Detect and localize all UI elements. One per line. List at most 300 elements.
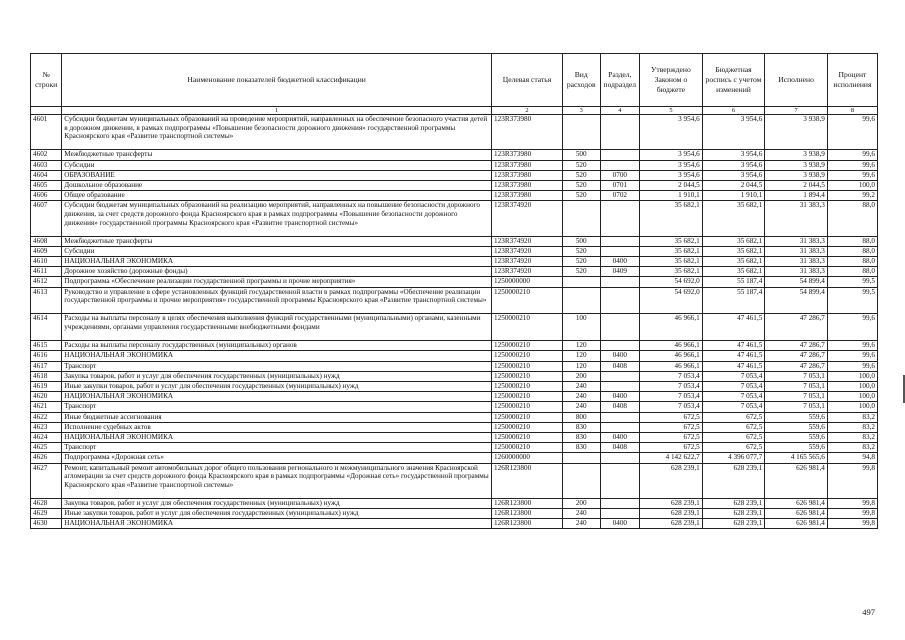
row-approved: 672,5 bbox=[640, 432, 703, 442]
row-section bbox=[600, 201, 640, 236]
row-budget-schedule: 4 396 077,7 bbox=[702, 453, 765, 463]
row-number: 4607 bbox=[31, 201, 62, 236]
row-section bbox=[600, 277, 640, 287]
row-name: НАЦИОНАЛЬНАЯ ЭКОНОМИКА bbox=[62, 519, 492, 529]
column-number: 4 bbox=[600, 107, 640, 115]
header-section: Раздел, подраздел bbox=[600, 54, 640, 107]
table-row bbox=[31, 351, 878, 361]
row-approved: 672,5 bbox=[640, 412, 703, 422]
row-section bbox=[600, 150, 640, 160]
row-number: 4608 bbox=[31, 236, 62, 246]
row-expense-type: 240 bbox=[562, 392, 600, 402]
row-approved: 46 966,1 bbox=[640, 351, 703, 361]
row-executed: 3 938,9 bbox=[765, 115, 828, 150]
row-name: Дорожное хозяйство (дорожные фонды) bbox=[62, 267, 492, 277]
row-approved: 3 954,6 bbox=[640, 150, 703, 160]
column-number: 7 bbox=[765, 107, 828, 115]
row-section bbox=[600, 246, 640, 256]
row-budget-schedule: 3 954,6 bbox=[702, 170, 765, 180]
table-row bbox=[31, 382, 878, 392]
row-approved: 46 966,1 bbox=[640, 361, 703, 371]
row-name: Закупка товаров, работ и услуг для обеспечения государственных (муниципальных) нужд bbox=[62, 371, 492, 381]
row-section: 0400 bbox=[600, 351, 640, 361]
row-target-article: 123R373980 bbox=[492, 160, 563, 170]
table-row bbox=[31, 463, 878, 498]
table-row bbox=[31, 257, 878, 267]
row-executed: 31 383,3 bbox=[765, 246, 828, 256]
row-section: 0408 bbox=[600, 361, 640, 371]
row-section bbox=[600, 422, 640, 432]
row-executed: 3 938,9 bbox=[765, 160, 828, 170]
row-expense-type: 830 bbox=[562, 443, 600, 453]
row-percent: 99,8 bbox=[827, 509, 877, 519]
row-number: 4622 bbox=[31, 412, 62, 422]
row-target-article: 123R374920 bbox=[492, 201, 563, 236]
row-executed: 2 044,5 bbox=[765, 180, 828, 190]
table-row bbox=[31, 509, 878, 519]
row-executed: 1 894,4 bbox=[765, 191, 828, 201]
row-percent: 99,6 bbox=[827, 115, 877, 150]
row-target-article: 1250000210 bbox=[492, 351, 563, 361]
row-section bbox=[600, 314, 640, 341]
row-target-article: 123R373980 bbox=[492, 180, 563, 190]
row-executed: 7 053,1 bbox=[765, 371, 828, 381]
row-budget-schedule: 35 682,1 bbox=[702, 236, 765, 246]
row-budget-schedule: 672,5 bbox=[702, 443, 765, 453]
row-budget-schedule: 672,5 bbox=[702, 422, 765, 432]
row-budget-schedule: 628 239,1 bbox=[702, 463, 765, 498]
row-percent: 99,8 bbox=[827, 519, 877, 529]
row-expense-type: 830 bbox=[562, 432, 600, 442]
table-row bbox=[31, 277, 878, 287]
row-budget-schedule: 35 682,1 bbox=[702, 201, 765, 236]
row-executed: 47 286,7 bbox=[765, 314, 828, 341]
row-executed: 626 981,4 bbox=[765, 498, 828, 508]
row-target-article: 123R373980 bbox=[492, 150, 563, 160]
row-number: 4601 bbox=[31, 115, 62, 150]
row-target-article: 123R374920 bbox=[492, 267, 563, 277]
row-approved: 54 692,0 bbox=[640, 287, 703, 314]
row-name: Межбюджетные трансферты bbox=[62, 150, 492, 160]
row-budget-schedule: 672,5 bbox=[702, 412, 765, 422]
table-row bbox=[31, 160, 878, 170]
row-section bbox=[600, 371, 640, 381]
column-number: 3 bbox=[562, 107, 600, 115]
row-target-article: 123R374920 bbox=[492, 246, 563, 256]
row-name: Руководство и управление в сфере установленных функций государственной власти в рамках подпрограммы «Обеспечение реализации государственной программы и прочие мероприятия» государственной программы Красноярского края «Развитие транспортной системы» bbox=[62, 287, 492, 314]
row-section bbox=[600, 463, 640, 498]
row-budget-schedule: 7 053,4 bbox=[702, 371, 765, 381]
row-budget-schedule: 47 461,5 bbox=[702, 361, 765, 371]
row-target-article: 1250000210 bbox=[492, 422, 563, 432]
row-target-article: 123R373980 bbox=[492, 170, 563, 180]
row-name: Субсидии бюджетам муниципальных образований на реализацию мероприятий, направленных на повышение безопасности дорожного движения, за счет средств дорожного фонда Красноярского края в рамках подпрограммы «Повышение безопасности дорожного движения» государственной программы Красноярского края «Развитие транспортной системы» bbox=[62, 201, 492, 236]
row-expense-type: 200 bbox=[562, 498, 600, 508]
row-name: Иные бюджетные ассигнования bbox=[62, 412, 492, 422]
row-target-article: 1250000210 bbox=[492, 412, 563, 422]
row-number: 4604 bbox=[31, 170, 62, 180]
row-percent: 99,8 bbox=[827, 463, 877, 498]
row-name: Закупка товаров, работ и услуг для обеспечения государственных (муниципальных) нужд bbox=[62, 498, 492, 508]
table-row bbox=[31, 402, 878, 412]
row-name: НАЦИОНАЛЬНАЯ ЭКОНОМИКА bbox=[62, 432, 492, 442]
row-number: 4602 bbox=[31, 150, 62, 160]
row-number: 4618 bbox=[31, 371, 62, 381]
row-approved: 628 239,1 bbox=[640, 463, 703, 498]
row-executed: 7 053,1 bbox=[765, 382, 828, 392]
row-approved: 46 966,1 bbox=[640, 314, 703, 341]
row-expense-type: 830 bbox=[562, 422, 600, 432]
table-body bbox=[31, 115, 878, 529]
row-target-article: 123R374920 bbox=[492, 236, 563, 246]
row-number: 4617 bbox=[31, 361, 62, 371]
row-section: 0701 bbox=[600, 180, 640, 190]
row-percent: 100,0 bbox=[827, 392, 877, 402]
row-budget-schedule: 35 682,1 bbox=[702, 267, 765, 277]
table-row bbox=[31, 422, 878, 432]
row-name: Субсидии bbox=[62, 160, 492, 170]
row-percent: 88,0 bbox=[827, 257, 877, 267]
row-expense-type: 520 bbox=[562, 267, 600, 277]
header-expense-type: Вид расходов bbox=[562, 54, 600, 107]
row-expense-type bbox=[562, 277, 600, 287]
row-name: Исполнение судебных актов bbox=[62, 422, 492, 432]
header-row-number: № строки bbox=[31, 54, 62, 107]
row-section bbox=[600, 498, 640, 508]
row-approved: 35 682,1 bbox=[640, 236, 703, 246]
row-percent: 99,6 bbox=[827, 351, 877, 361]
budget-table bbox=[30, 53, 878, 529]
row-approved: 35 682,1 bbox=[640, 267, 703, 277]
row-target-article: 126R123800 bbox=[492, 509, 563, 519]
row-executed: 626 981,4 bbox=[765, 519, 828, 529]
row-percent: 99,8 bbox=[827, 498, 877, 508]
row-name: Транспорт bbox=[62, 443, 492, 453]
row-target-article: 1250000210 bbox=[492, 361, 563, 371]
row-executed: 559,6 bbox=[765, 422, 828, 432]
row-section: 0408 bbox=[600, 402, 640, 412]
table-row bbox=[31, 180, 878, 190]
row-name: НАЦИОНАЛЬНАЯ ЭКОНОМИКА bbox=[62, 351, 492, 361]
row-percent: 99,6 bbox=[827, 314, 877, 341]
row-expense-type: 520 bbox=[562, 170, 600, 180]
row-percent: 100,0 bbox=[827, 371, 877, 381]
row-name: Субсидии бюджетам муниципальных образований на проведение мероприятий, направленных на обеспечение безопасного участия детей в дорожном движении, в рамках подпрограммы «Повышение безопасности дорожного движения» государственной программы Красноярского края «Развитие транспортной системы» bbox=[62, 115, 492, 150]
row-number: 4612 bbox=[31, 277, 62, 287]
row-expense-type: 120 bbox=[562, 341, 600, 351]
row-target-article: 123R374920 bbox=[492, 257, 563, 267]
row-expense-type: 500 bbox=[562, 236, 600, 246]
row-section bbox=[600, 453, 640, 463]
row-budget-schedule: 3 954,6 bbox=[702, 115, 765, 150]
row-approved: 2 044,5 bbox=[640, 180, 703, 190]
row-executed: 559,6 bbox=[765, 412, 828, 422]
row-section: 0400 bbox=[600, 392, 640, 402]
row-number: 4610 bbox=[31, 257, 62, 267]
table-row bbox=[31, 519, 878, 529]
row-percent: 100,0 bbox=[827, 402, 877, 412]
row-percent: 100,0 bbox=[827, 382, 877, 392]
row-name: ОБРАЗОВАНИЕ bbox=[62, 170, 492, 180]
row-approved: 628 239,1 bbox=[640, 498, 703, 508]
row-expense-type bbox=[562, 201, 600, 236]
column-number bbox=[31, 107, 62, 115]
row-budget-schedule: 55 187,4 bbox=[702, 287, 765, 314]
table-row bbox=[31, 392, 878, 402]
table-row bbox=[31, 314, 878, 341]
row-name: Дошкольное образование bbox=[62, 180, 492, 190]
row-expense-type: 520 bbox=[562, 180, 600, 190]
row-number: 4605 bbox=[31, 180, 62, 190]
row-budget-schedule: 7 053,4 bbox=[702, 402, 765, 412]
row-number: 4630 bbox=[31, 519, 62, 529]
row-number: 4614 bbox=[31, 314, 62, 341]
row-section bbox=[600, 382, 640, 392]
row-percent: 99,6 bbox=[827, 170, 877, 180]
row-executed: 54 899,4 bbox=[765, 287, 828, 314]
row-percent: 99,5 bbox=[827, 287, 877, 314]
row-number: 4603 bbox=[31, 160, 62, 170]
row-section bbox=[600, 509, 640, 519]
row-approved: 672,5 bbox=[640, 422, 703, 432]
row-budget-schedule: 55 187,4 bbox=[702, 277, 765, 287]
row-number: 4619 bbox=[31, 382, 62, 392]
row-approved: 46 966,1 bbox=[640, 341, 703, 351]
column-number: 1 bbox=[62, 107, 492, 115]
row-target-article: 123R373980 bbox=[492, 191, 563, 201]
table-row bbox=[31, 201, 878, 236]
row-target-article: 126R123800 bbox=[492, 498, 563, 508]
row-section: 0400 bbox=[600, 432, 640, 442]
row-section: 0700 bbox=[600, 170, 640, 180]
row-approved: 1 910,1 bbox=[640, 191, 703, 201]
row-name: НАЦИОНАЛЬНАЯ ЭКОНОМИКА bbox=[62, 257, 492, 267]
row-executed: 31 383,3 bbox=[765, 236, 828, 246]
row-section bbox=[600, 115, 640, 150]
row-percent: 88,0 bbox=[827, 246, 877, 256]
column-number-row bbox=[31, 107, 878, 115]
row-expense-type: 120 bbox=[562, 361, 600, 371]
header-name: Наименование показателей бюджетной классификации bbox=[62, 54, 492, 107]
row-section: 0702 bbox=[600, 191, 640, 201]
row-target-article: 1250000210 bbox=[492, 341, 563, 351]
table-row bbox=[31, 287, 878, 314]
row-executed: 31 383,3 bbox=[765, 201, 828, 236]
row-budget-schedule: 3 954,6 bbox=[702, 150, 765, 160]
row-expense-type bbox=[562, 463, 600, 498]
row-budget-schedule: 47 461,5 bbox=[702, 314, 765, 341]
row-target-article: 1250000210 bbox=[492, 432, 563, 442]
row-expense-type: 520 bbox=[562, 191, 600, 201]
row-expense-type: 520 bbox=[562, 257, 600, 267]
row-target-article: 1250000210 bbox=[492, 402, 563, 412]
row-target-article: 1250000210 bbox=[492, 443, 563, 453]
row-number: 4627 bbox=[31, 463, 62, 498]
page-number: 497 bbox=[862, 607, 875, 617]
row-name: Ремонт, капитальный ремонт автомобильных дорог общего пользования регионального и межмуниципального значения Красноярской агломерации за счет средств дорожного фонда Красноярского края в рамках подпрограммы «Дорожная сеть» государственной программы Красноярского края «Развитие транспортной системы» bbox=[62, 463, 492, 498]
row-budget-schedule: 628 239,1 bbox=[702, 519, 765, 529]
row-name: Иные закупки товаров, работ и услуг для обеспечения государственных (муниципальных) нужд bbox=[62, 509, 492, 519]
row-section bbox=[600, 412, 640, 422]
row-target-article: 1250000210 bbox=[492, 392, 563, 402]
row-number: 4609 bbox=[31, 246, 62, 256]
row-number: 4615 bbox=[31, 341, 62, 351]
row-percent: 88,0 bbox=[827, 201, 877, 236]
row-approved: 35 682,1 bbox=[640, 201, 703, 236]
header-percent: Процент исполнения bbox=[827, 54, 877, 107]
row-percent: 99,6 bbox=[827, 361, 877, 371]
table-row bbox=[31, 412, 878, 422]
row-expense-type: 240 bbox=[562, 509, 600, 519]
row-approved: 672,5 bbox=[640, 443, 703, 453]
row-executed: 7 053,1 bbox=[765, 402, 828, 412]
row-target-article: 1260000000 bbox=[492, 453, 563, 463]
table-row bbox=[31, 453, 878, 463]
row-number: 4621 bbox=[31, 402, 62, 412]
row-budget-schedule: 628 239,1 bbox=[702, 498, 765, 508]
row-executed: 4 165 565,6 bbox=[765, 453, 828, 463]
row-section: 0409 bbox=[600, 267, 640, 277]
row-section bbox=[600, 236, 640, 246]
table-row bbox=[31, 150, 878, 160]
table-row bbox=[31, 236, 878, 246]
row-budget-schedule: 7 053,4 bbox=[702, 382, 765, 392]
header-approved: Утверждено Законом о бюджете bbox=[640, 54, 703, 107]
row-expense-type: 240 bbox=[562, 382, 600, 392]
row-approved: 3 954,6 bbox=[640, 115, 703, 150]
row-budget-schedule: 672,5 bbox=[702, 432, 765, 442]
row-percent: 88,0 bbox=[827, 267, 877, 277]
row-percent: 88,0 bbox=[827, 236, 877, 246]
table-row bbox=[31, 498, 878, 508]
row-percent: 94,8 bbox=[827, 453, 877, 463]
row-budget-schedule: 35 682,1 bbox=[702, 246, 765, 256]
row-executed: 559,6 bbox=[765, 432, 828, 442]
row-approved: 54 692,0 bbox=[640, 277, 703, 287]
row-expense-type: 520 bbox=[562, 246, 600, 256]
row-name: Транспорт bbox=[62, 361, 492, 371]
row-executed: 626 981,4 bbox=[765, 509, 828, 519]
row-section: 0408 bbox=[600, 443, 640, 453]
row-executed: 31 383,3 bbox=[765, 257, 828, 267]
row-executed: 47 286,7 bbox=[765, 361, 828, 371]
row-section bbox=[600, 341, 640, 351]
row-approved: 7 053,4 bbox=[640, 382, 703, 392]
table-row bbox=[31, 191, 878, 201]
row-target-article: 1250000210 bbox=[492, 314, 563, 341]
column-number: 6 bbox=[702, 107, 765, 115]
row-approved: 7 053,4 bbox=[640, 371, 703, 381]
row-budget-schedule: 47 461,5 bbox=[702, 341, 765, 351]
row-percent: 99,5 bbox=[827, 277, 877, 287]
row-number: 4611 bbox=[31, 267, 62, 277]
header-row bbox=[31, 54, 878, 107]
row-expense-type: 120 bbox=[562, 351, 600, 361]
row-section bbox=[600, 287, 640, 314]
row-name: Межбюджетные трансферты bbox=[62, 236, 492, 246]
row-target-article: 126R123800 bbox=[492, 463, 563, 498]
row-number: 4625 bbox=[31, 443, 62, 453]
row-expense-type: 800 bbox=[562, 412, 600, 422]
row-name: Транспорт bbox=[62, 402, 492, 412]
row-number: 4624 bbox=[31, 432, 62, 442]
table-row bbox=[31, 443, 878, 453]
row-target-article: 1250000210 bbox=[492, 287, 563, 314]
row-approved: 4 142 622,7 bbox=[640, 453, 703, 463]
row-budget-schedule: 7 053,4 bbox=[702, 392, 765, 402]
row-target-article: 1250000210 bbox=[492, 382, 563, 392]
table-row bbox=[31, 341, 878, 351]
table-row bbox=[31, 267, 878, 277]
row-percent: 83,2 bbox=[827, 412, 877, 422]
row-section bbox=[600, 160, 640, 170]
row-number: 4626 bbox=[31, 453, 62, 463]
row-executed: 47 286,7 bbox=[765, 351, 828, 361]
row-expense-type: 240 bbox=[562, 402, 600, 412]
row-target-article: 1250000210 bbox=[492, 371, 563, 381]
row-percent: 99,6 bbox=[827, 150, 877, 160]
row-percent: 99,2 bbox=[827, 191, 877, 201]
row-target-article: 123R373980 bbox=[492, 115, 563, 150]
row-number: 4613 bbox=[31, 287, 62, 314]
row-executed: 3 938,9 bbox=[765, 150, 828, 160]
row-name: Подпрограмма «Дорожная сеть» bbox=[62, 453, 492, 463]
header-target-article: Целевая статья bbox=[492, 54, 563, 107]
column-number: 8 bbox=[827, 107, 877, 115]
row-name: Расходы на выплаты персоналу в целях обеспечения выполнения функций государственными (муниципальными) органами, казенными учреждениями, органами управления государственными внебюджетными фондами bbox=[62, 314, 492, 341]
row-approved: 628 239,1 bbox=[640, 519, 703, 529]
row-number: 4620 bbox=[31, 392, 62, 402]
row-name: Иные закупки товаров, работ и услуг для обеспечения государственных (муниципальных) нужд bbox=[62, 382, 492, 392]
row-executed: 626 981,4 bbox=[765, 463, 828, 498]
row-executed: 559,6 bbox=[765, 443, 828, 453]
row-expense-type: 100 bbox=[562, 314, 600, 341]
row-percent: 83,2 bbox=[827, 422, 877, 432]
row-approved: 628 239,1 bbox=[640, 509, 703, 519]
row-executed: 31 383,3 bbox=[765, 267, 828, 277]
row-approved: 3 954,6 bbox=[640, 170, 703, 180]
row-approved: 35 682,1 bbox=[640, 257, 703, 267]
row-approved: 7 053,4 bbox=[640, 392, 703, 402]
row-budget-schedule: 35 682,1 bbox=[702, 257, 765, 267]
row-number: 4628 bbox=[31, 498, 62, 508]
row-name: Общее образование bbox=[62, 191, 492, 201]
table-row bbox=[31, 432, 878, 442]
row-expense-type: 200 bbox=[562, 371, 600, 381]
row-number: 4606 bbox=[31, 191, 62, 201]
table-row bbox=[31, 246, 878, 256]
row-budget-schedule: 1 910,1 bbox=[702, 191, 765, 201]
row-percent: 99,6 bbox=[827, 341, 877, 351]
row-name: Подпрограмма «Обеспечение реализации государственной программы и прочие мероприятия» bbox=[62, 277, 492, 287]
row-number: 4616 bbox=[31, 351, 62, 361]
row-percent: 83,2 bbox=[827, 443, 877, 453]
column-number: 2 bbox=[492, 107, 563, 115]
row-name: НАЦИОНАЛЬНАЯ ЭКОНОМИКА bbox=[62, 392, 492, 402]
column-number: 5 bbox=[640, 107, 703, 115]
row-executed: 7 053,1 bbox=[765, 392, 828, 402]
row-expense-type: 520 bbox=[562, 160, 600, 170]
table-row bbox=[31, 115, 878, 150]
row-name: Субсидии bbox=[62, 246, 492, 256]
row-number: 4629 bbox=[31, 509, 62, 519]
row-name: Расходы на выплаты персоналу государственных (муниципальных) органов bbox=[62, 341, 492, 351]
row-executed: 3 938,9 bbox=[765, 170, 828, 180]
row-expense-type bbox=[562, 287, 600, 314]
row-target-article: 1250000000 bbox=[492, 277, 563, 287]
row-budget-schedule: 47 461,5 bbox=[702, 351, 765, 361]
row-executed: 47 286,7 bbox=[765, 341, 828, 351]
